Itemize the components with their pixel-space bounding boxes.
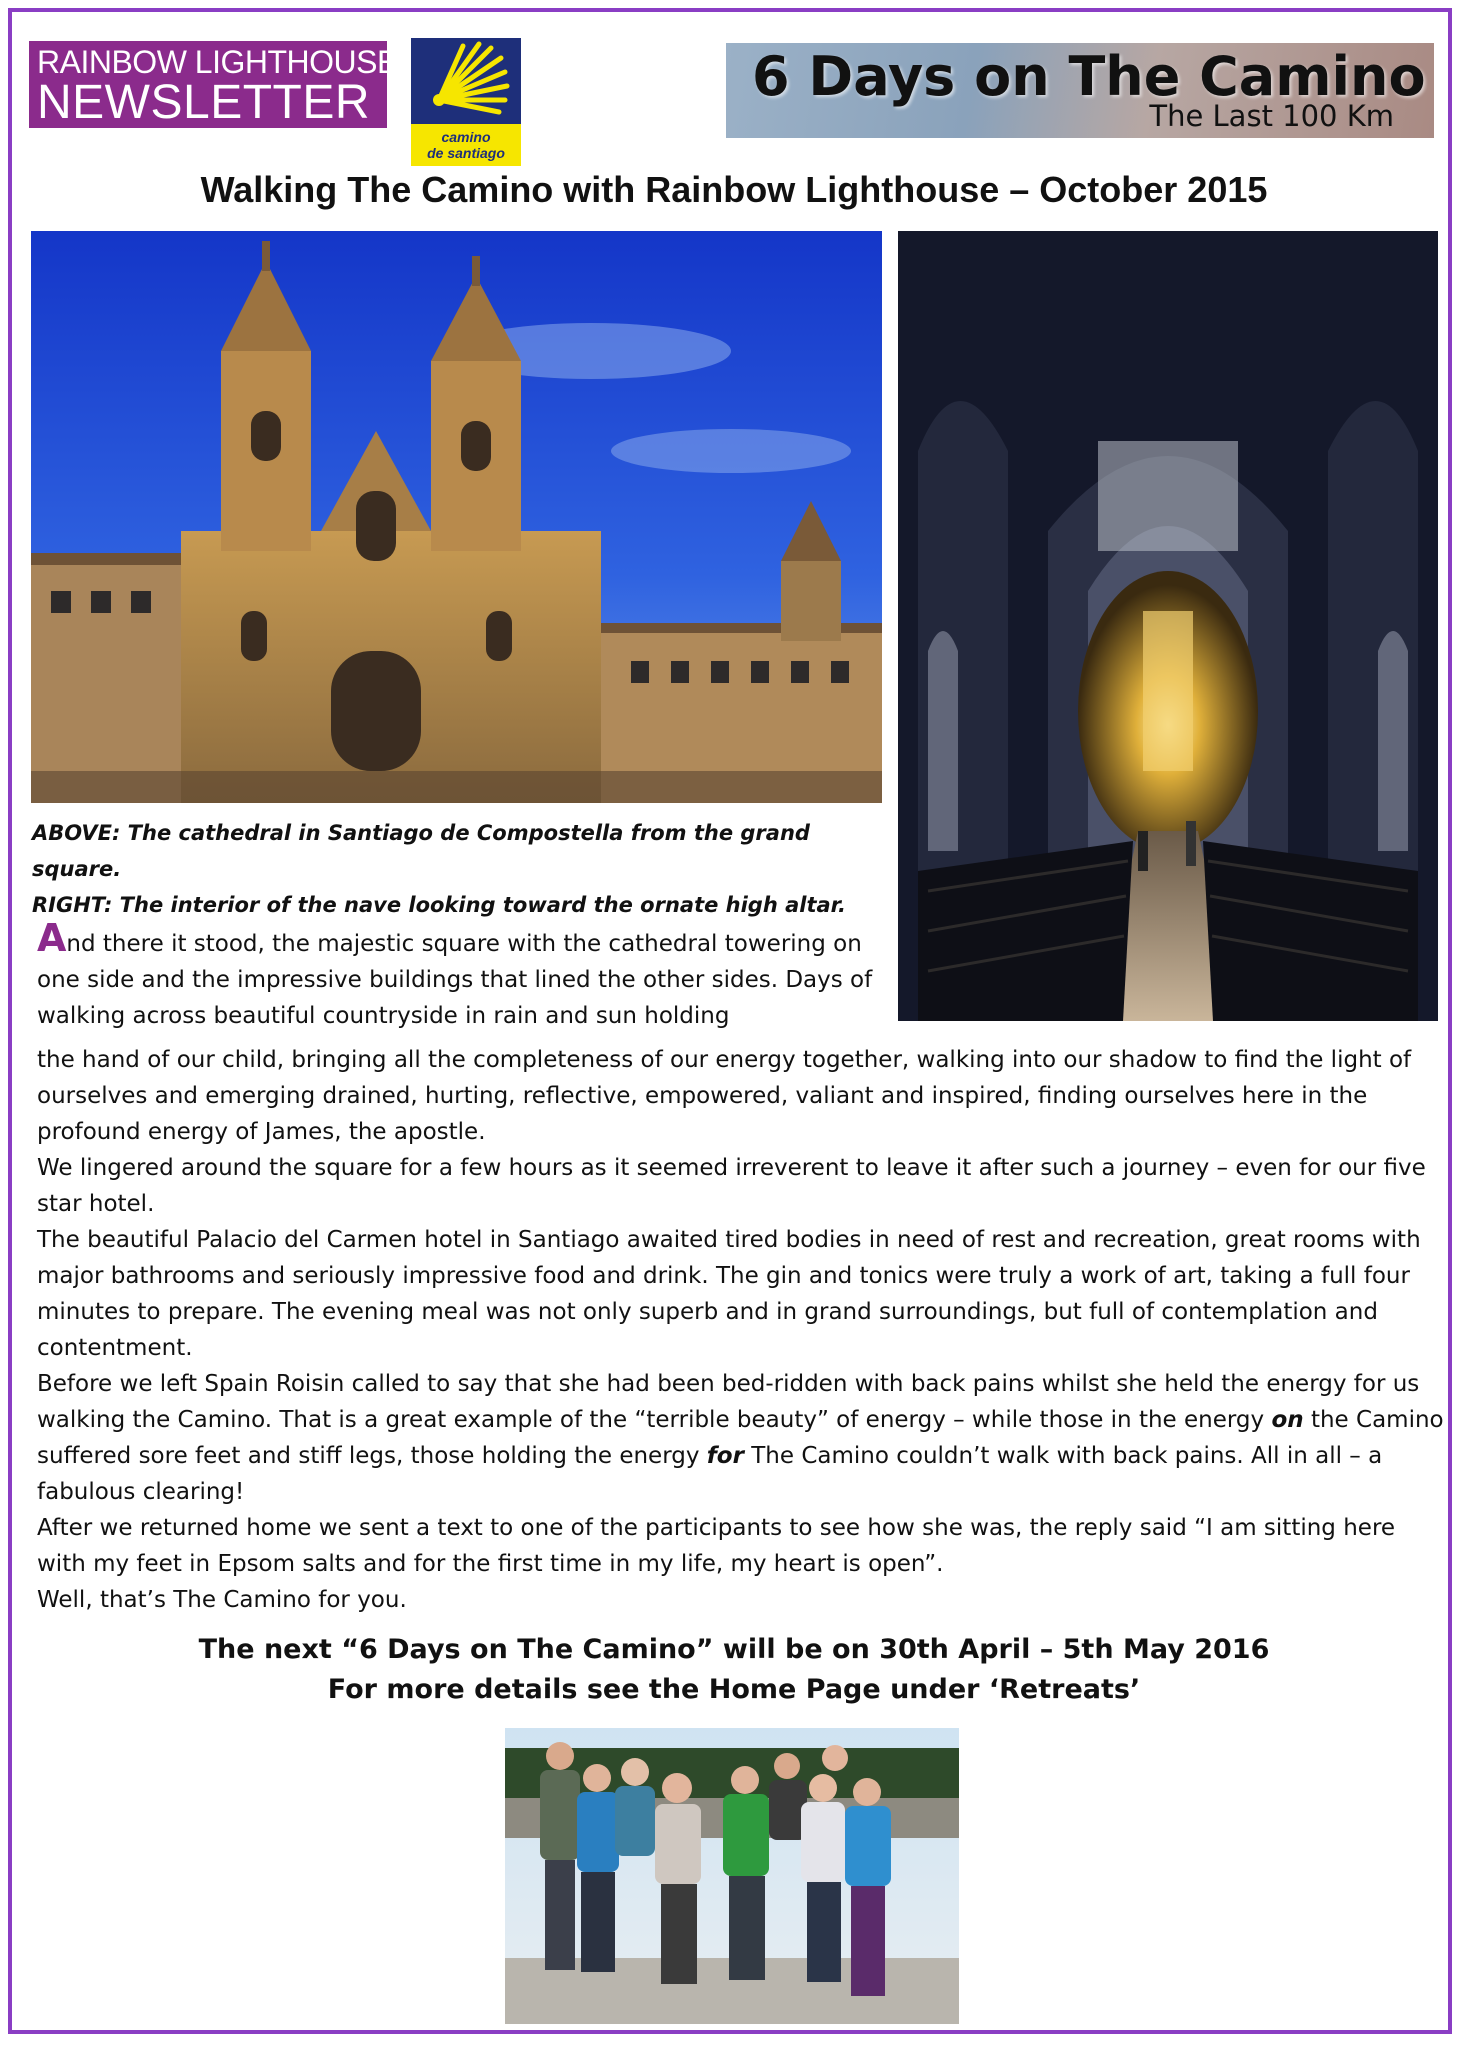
masthead-top-line: RAINBOW LIGHTHOUSE [37, 44, 398, 80]
photo-captions [32, 815, 892, 923]
paragraph-segment: Before we left Spain Roisin called to say that she had been bed-ridden with back pains whilst she held the energy for us walking the Camino. That is a great example of the “terrible beauty” of energy – while those in the energy [37, 1371, 1420, 1433]
cathedral-interior-photo [898, 231, 1438, 1021]
cathedral-exterior-photo [31, 231, 882, 803]
article-headline: Walking The Camino with Rainbow Lighthouse – October 2015 [200, 169, 1268, 210]
next-retreat-note [0, 1630, 1468, 1710]
logo-text-santiago: de santiago [427, 145, 505, 161]
article-body [37, 1042, 1447, 1618]
emphasis-on: on [1271, 1407, 1304, 1433]
paragraph-segment: The Camino couldn’t walk with back pains. All in all – a fabulous clearing! [37, 1443, 1383, 1505]
title-banner [726, 43, 1434, 138]
banner-title: 6 Days on The Camino [752, 45, 1426, 108]
camino-logo-label [411, 124, 521, 166]
retreat-details-link-text: For more details see the Home Page under ‘Retreats’ [327, 1674, 1141, 1705]
article-paragraph: We lingered around the square for a few hours as it seemed irreverent to leave it after such a journey – even for our five star hotel. [37, 1155, 1426, 1217]
article-paragraph [37, 1366, 1447, 1510]
emphasis-for: for [706, 1443, 744, 1469]
camino-logo [411, 38, 521, 166]
article-intro [37, 916, 897, 1034]
article-paragraph: the hand of our child, bringing all the completeness of our energy together, walking into our shadow to find the light of ourselves and emerging drained, hurting, reflective, empowered, valiant and inspired, finding ourselves here in the profound energy of James, the apostle. [37, 1047, 1412, 1145]
article-intro-text: nd there it stood, the majestic square with the cathedral towering on one side and the impressive buildings that lined the other sides. Days of walking across beautiful countryside in rain and sun holding [37, 931, 873, 1029]
next-retreat-dates: The next “6 Days on The Camino” will be on 30th April – 5th May 2016 [198, 1634, 1270, 1665]
article-paragraph: After we returned home we sent a text to one of the participants to see how she was, the reply said “I am sitting here with my feet in Epsom salts and for the first time in my life, my heart is open”. [37, 1515, 1396, 1577]
newsletter-masthead [29, 41, 398, 129]
banner-subtitle: The Last 100 Km [1149, 99, 1394, 133]
group-photo [505, 1728, 959, 2024]
drop-cap: A [37, 916, 67, 960]
caption-above: ABOVE: The cathedral in Santiago de Compostella from the grand square. [32, 821, 810, 881]
article-paragraph: The beautiful Palacio del Carmen hotel in Santiago awaited tired bodies in need of rest and recreation, great rooms with major bathrooms and seriously impressive food and drink. The gin and tonics were truly a work of art, taking a full four minutes to prepare. The evening meal was not only superb and in grand surroundings, but full of contemplation and contentment. [37, 1227, 1421, 1361]
article-paragraph: Well, that’s The Camino for you. [37, 1587, 407, 1613]
masthead-bottom-line: NEWSLETTER [37, 76, 371, 129]
logo-text-camino: camino [441, 129, 491, 145]
paragraph-segment: the Camino suffered sore feet and stiff legs, those holding the energy [37, 1407, 1444, 1469]
caption-right: RIGHT: The interior of the nave looking toward the ornate high altar. [32, 893, 847, 917]
scallop-shell-icon [411, 38, 521, 124]
